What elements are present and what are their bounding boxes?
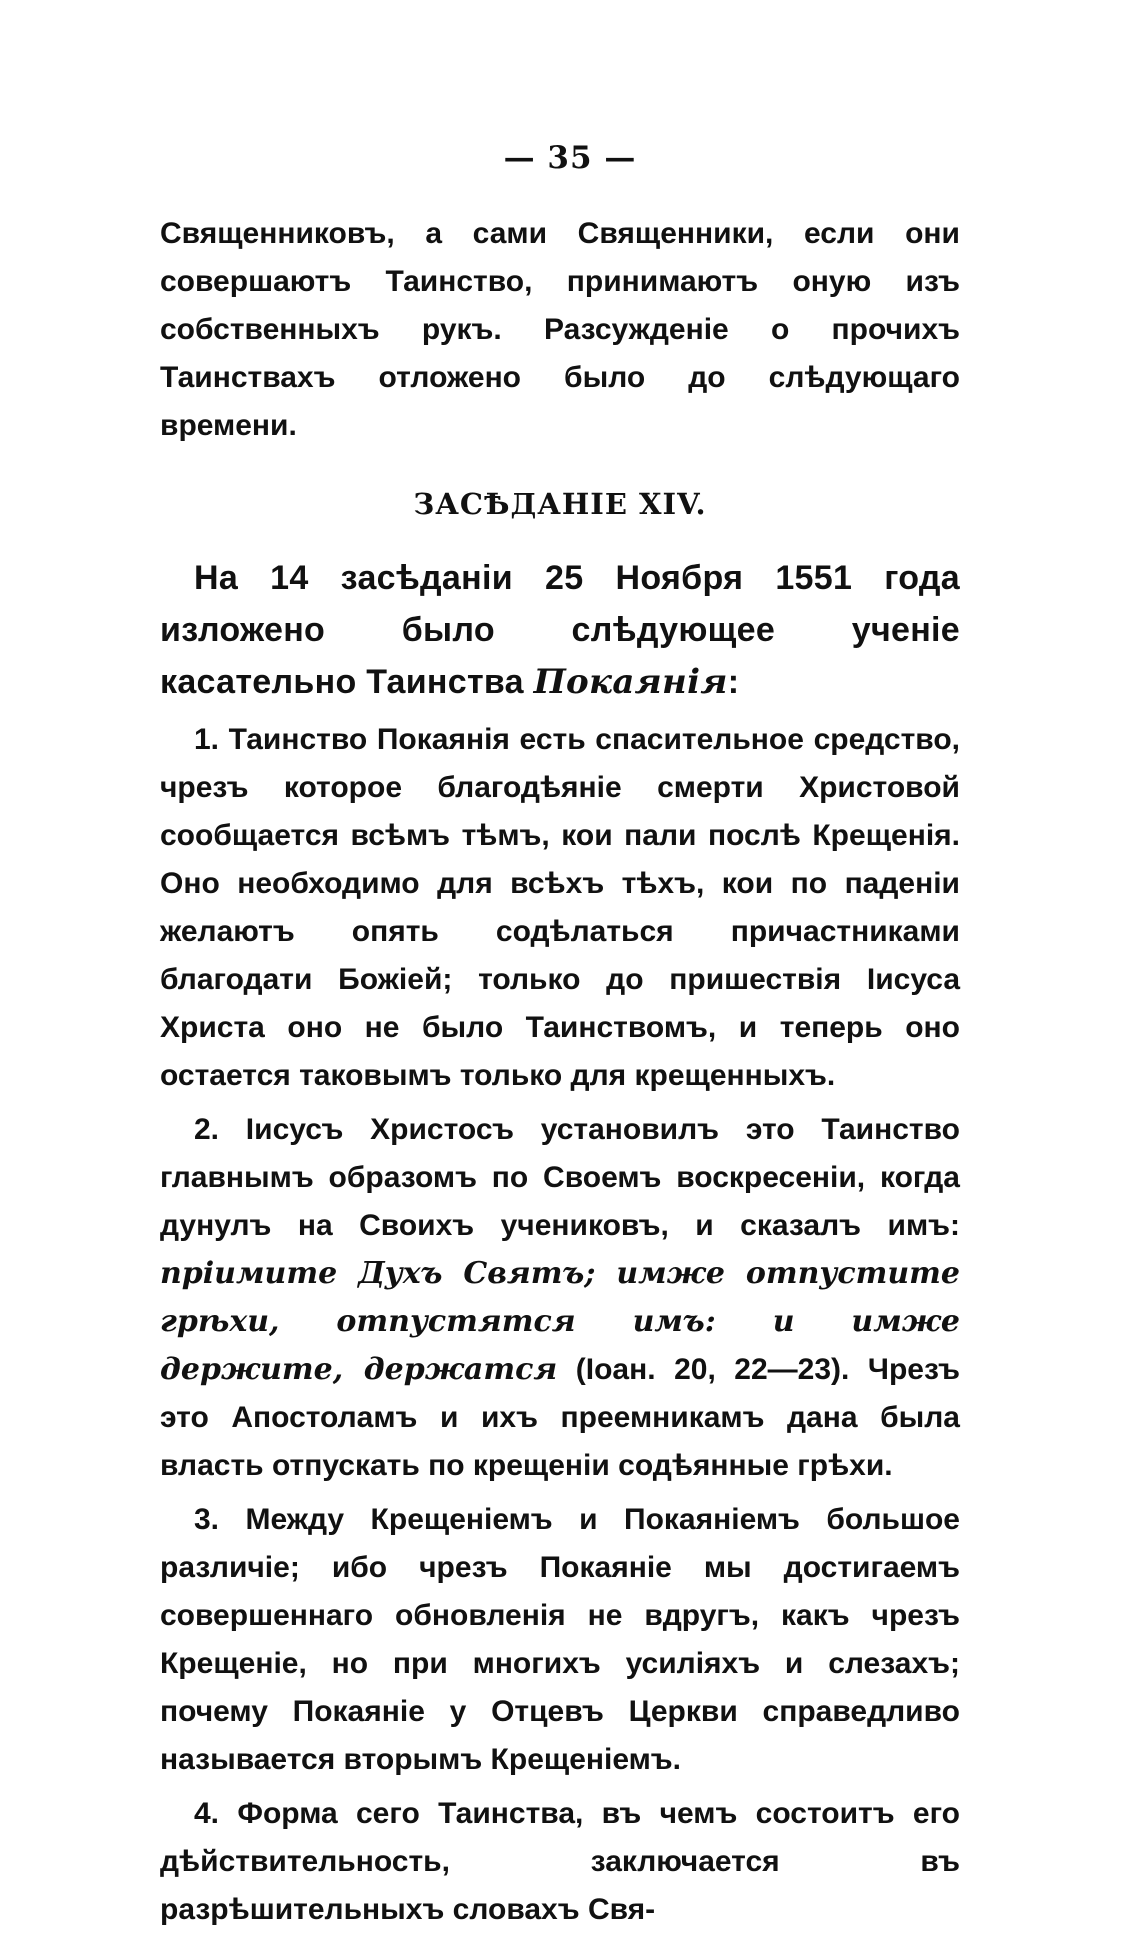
- paragraph-2: [160, 1106, 960, 1490]
- intro-text: На 14 засѣданіи 25 Ноября 1551 года изложено было слѣдующее ученіе касательно Таинства: [160, 559, 960, 701]
- page-number: — 35 —: [503, 140, 637, 176]
- paragraph-2-start: 2. Іисусъ Христосъ установилъ это Таинство главнымъ образомъ по Своемъ воскресеніи, когда дунулъ на Своихъ учениковъ, и сказалъ имъ:: [160, 1113, 960, 1242]
- intro-end: :: [727, 663, 740, 701]
- session-intro: [160, 552, 960, 708]
- paragraph-2-quote: пріимите Духъ Святъ; имже отпустите грѣхи, отпустятся имъ: и имже держите, держатся: [160, 1256, 960, 1387]
- paragraph-4: 4. Форма сего Таинства, въ чемъ состоитъ его дѣйствительность, заключается въ разрѣшительныхъ словахъ Свя-: [160, 1797, 960, 1926]
- paragraph-3: 3. Между Крещеніемъ и Покаяніемъ большое различіе; ибо чрезъ Покаяніе мы достигаемъ совершеннаго обновленія не вдругъ, какъ чрезъ Крещеніе, но при многихъ усиліяхъ и слезахъ; почему Покаяніе у Отцевъ Церкви справедливо называется вторымъ Крещеніемъ.: [160, 1503, 960, 1776]
- section-title: ЗАСѢДАНІЕ XIV.: [413, 487, 707, 521]
- paragraph-2-end: (Іоан. 20, 22—23). Чрезъ это Апостоламъ и ихъ преемникамъ дана была власть отпускать по крещеніи содѣянные грѣхи.: [160, 1353, 961, 1482]
- page-body: [160, 210, 960, 1934]
- paragraph-1: 1. Таинство Покаянія есть спасительное средство, чрезъ которое благодѣяніе смерти Христовой сообщается всѣмъ тѣмъ, кои пали послѣ Крещенія. Оно необходимо для всѣхъ тѣхъ, кои по паденіи желаютъ опять содѣлаться причастниками благодати Божіей; только до пришествія Іисуса Христа оно не было Таинствомъ, и теперь оно остается таковымъ только для крещенныхъ.: [160, 723, 960, 1092]
- intro-italic-term: Покаянія: [533, 662, 728, 702]
- top-paragraph: Священниковъ, а сами Священники, если они совершаютъ Таинство, принимаютъ оную изъ собственныхъ рукъ. Разсужденіе о прочихъ Таинствахъ отложено было до слѣдующаго времени.: [160, 217, 960, 442]
